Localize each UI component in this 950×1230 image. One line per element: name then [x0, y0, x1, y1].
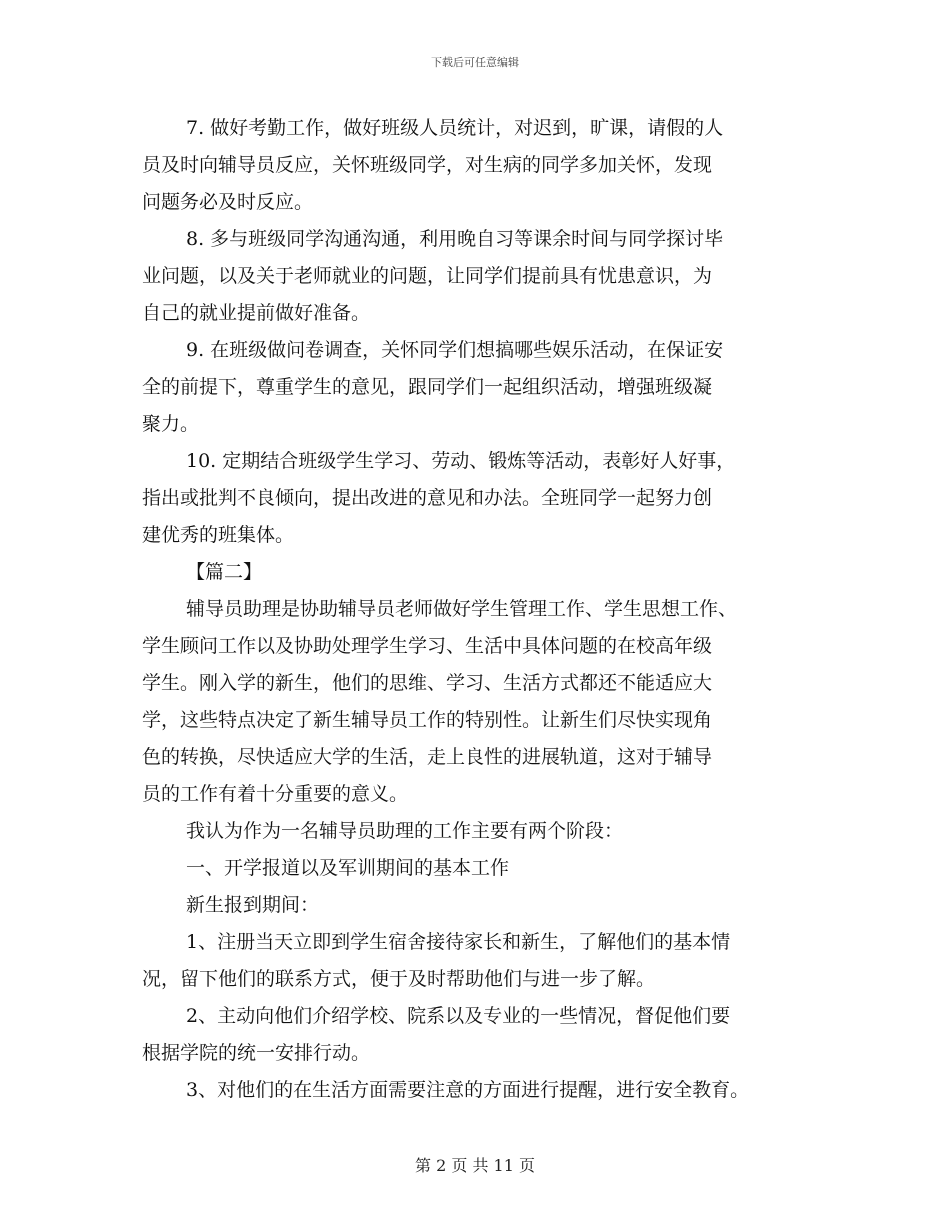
paragraph-stages: [142, 813, 832, 850]
text-line: 根据学院的统一安排行动。: [142, 1042, 371, 1064]
paragraph-item-10: [142, 443, 832, 554]
text-line: 2、主动向他们介绍学校、院系以及专业的一些情况，督促他们要: [186, 1005, 731, 1027]
section-title: 【篇二】: [186, 561, 263, 583]
text-line: 全的前提下，尊重学生的意见，跟同学们一起组织活动，增强班级凝: [142, 376, 713, 398]
paragraph-item-8: [142, 221, 832, 332]
list-item-3: [142, 1072, 832, 1109]
text-line: 色的转换，尽快适应大学的生活，走上良性的进展轨道，这对于辅导: [142, 746, 713, 768]
text-line: 学生顾问工作以及协助处理学生学习、生活中具体问题的在校高年级: [142, 635, 713, 657]
text-line: 况，留下他们的联系方式，便于及时帮助他们与进一步了解。: [142, 968, 656, 990]
text-line: 9. 在班级做问卷调查，关怀同学们想搞哪些娱乐活动，在保证安: [186, 339, 724, 361]
paragraph-item-7: [142, 110, 832, 221]
text-line: 1、注册当天立即到学生宿舍接待家长和新生，了解他们的基本情: [186, 931, 731, 953]
text-line: 自己的就业提前做好准备。: [142, 302, 371, 324]
text-line: 员及时向辅导员反应，关怀班级同学，对生病的同学多加关怀，发现: [142, 154, 713, 176]
text-line: 员的工作有着十分重要的意义。: [142, 783, 409, 805]
paragraph-item-9: [142, 332, 832, 443]
text-line: 7. 做好考勤工作，做好班级人员统计，对迟到，旷课，请假的人: [186, 117, 724, 139]
text-line: 聚力。: [142, 413, 200, 435]
text-line: 我认为作为一名辅导员助理的工作主要有两个阶段：: [186, 820, 624, 842]
text-line: 辅导员助理是协助辅导员老师做好学生管理工作、学生思想工作、: [186, 598, 738, 620]
text-line: 学，这些特点决定了新生辅导员工作的特别性。让新生们尽快实现角: [142, 709, 713, 731]
text-line: 3、对他们的在生活方面需要注意的方面进行提醒，进行安全教育。: [186, 1079, 750, 1101]
text-line: 新生报到期间：: [186, 894, 320, 916]
document-body: [142, 110, 832, 1109]
text-line: 问题务必及时反应。: [142, 191, 314, 213]
text-line: 建优秀的班集体。: [142, 524, 295, 546]
text-line: 10. 定期结合班级学生学习、劳动、锻炼等活动，表彰好人好事，: [186, 450, 736, 472]
list-item-2: [142, 998, 832, 1072]
text-line: 一、开学报道以及军训期间的基本工作: [186, 857, 510, 879]
text-line: 业问题，以及关于老师就业的问题，让同学们提前具有忧患意识，为: [142, 265, 713, 287]
page-footer: 第 2 页 共 11 页: [415, 1156, 535, 1175]
subheading-registration: [142, 887, 832, 924]
paragraph-intro: [142, 591, 832, 813]
text-line: 学生。刚入学的新生，他们的思维、学习、生活方式都还不能适应大: [142, 672, 713, 694]
text-line: 8. 多与班级同学沟通沟通，利用晚自习等课余时间与同学探讨毕: [186, 228, 724, 250]
section-heading: [142, 554, 832, 591]
subheading-stage-one: [142, 850, 832, 887]
page-header: 下载后可任意编辑: [431, 56, 519, 69]
text-line: 指出或批判不良倾向，提出改进的意见和办法。全班同学一起努力创: [142, 487, 713, 509]
list-item-1: [142, 924, 832, 998]
